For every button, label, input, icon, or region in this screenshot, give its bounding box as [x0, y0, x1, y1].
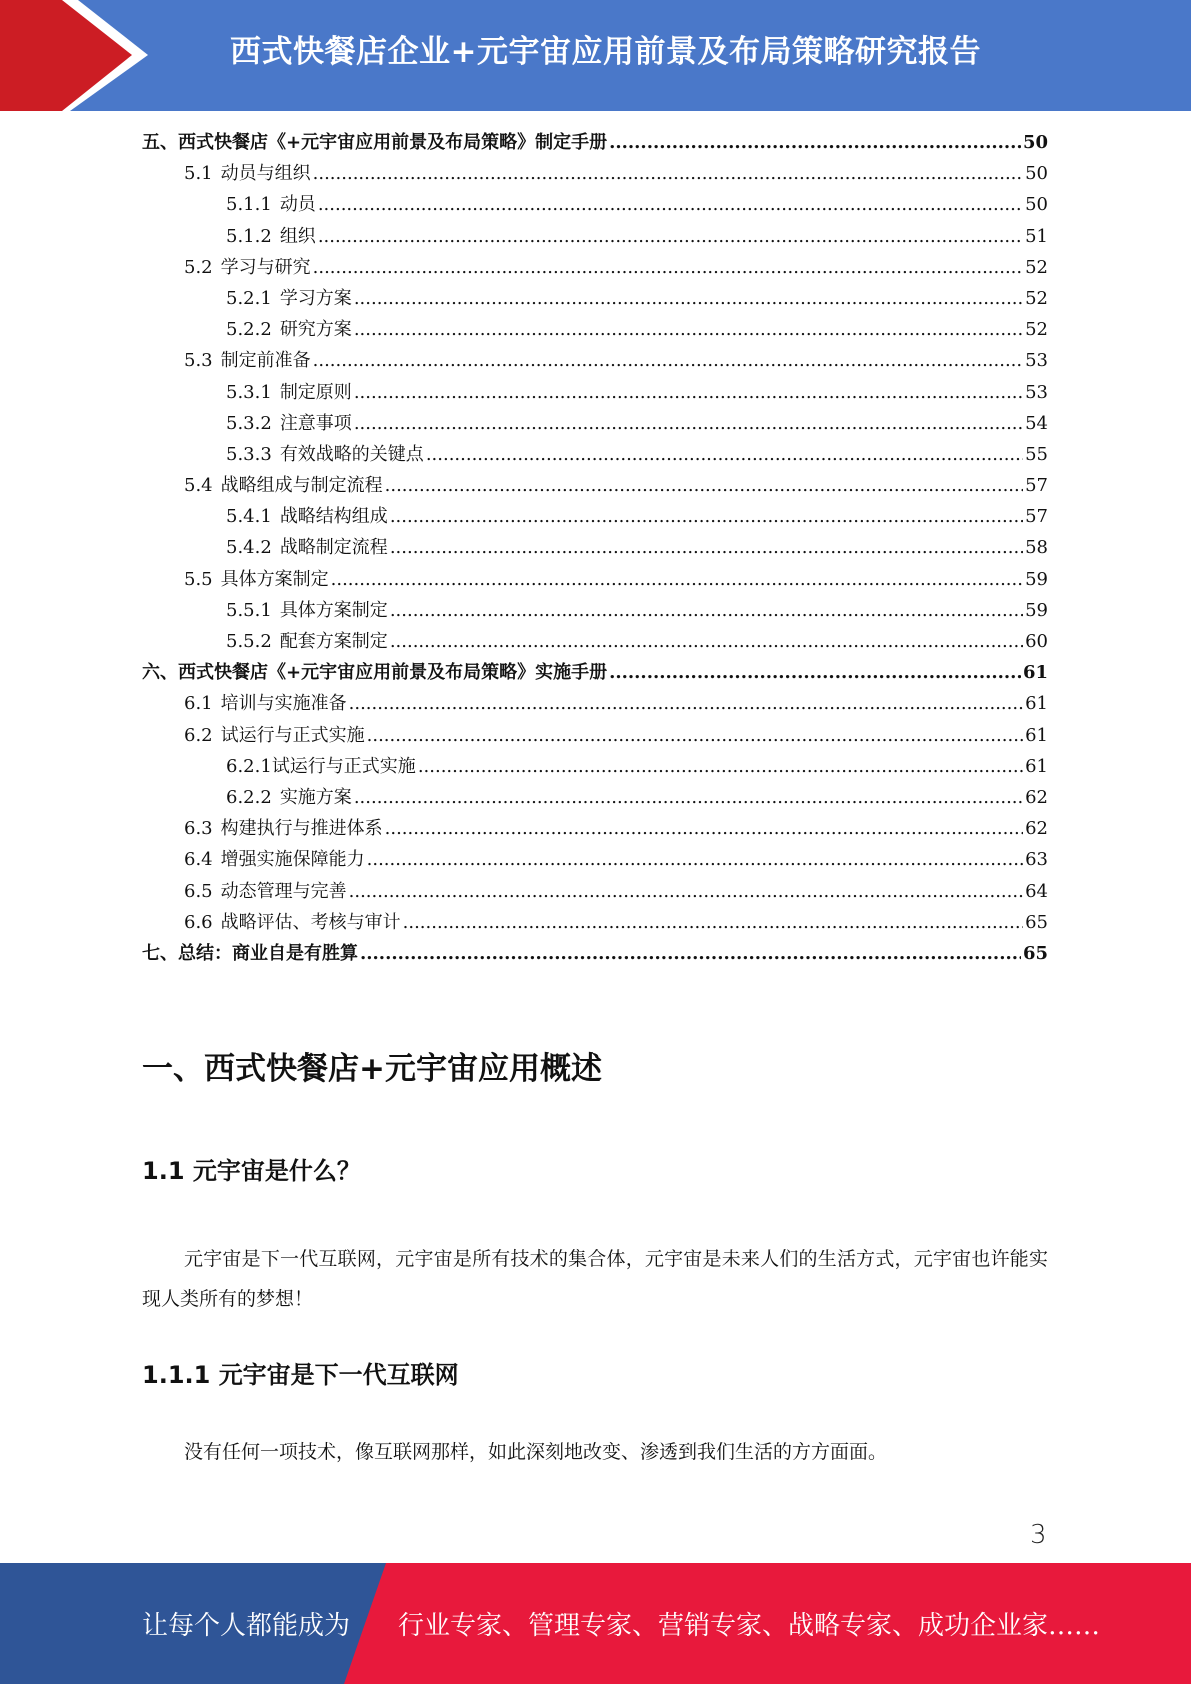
toc-entry-number: 5.2.2 — [226, 319, 272, 341]
toc-entry-number: 5.5 — [184, 568, 213, 590]
toc-entry[interactable] — [142, 440, 1048, 471]
toc-entry[interactable] — [142, 783, 1048, 814]
toc-leader-dots — [367, 725, 1023, 746]
toc-entry[interactable] — [142, 284, 1048, 315]
toc-entry-title: 试运行与正式实施 — [220, 724, 365, 746]
toc-entry-page: 59 — [1025, 568, 1048, 590]
toc-entry[interactable] — [142, 939, 1048, 970]
toc-entry-number: 6.2.2 — [226, 786, 272, 808]
toc-entry-title: 制定原则 — [279, 381, 352, 403]
toc-leader-dots — [313, 350, 1023, 371]
toc-entry-title: 战略结构组成 — [279, 506, 388, 528]
toc-entry-page: 53 — [1025, 381, 1048, 403]
toc-entry[interactable] — [142, 596, 1048, 627]
toc-entry[interactable] — [142, 471, 1048, 502]
toc-entry-page: 55 — [1025, 443, 1048, 465]
toc-entry-title: 试运行与正式实施 — [271, 755, 416, 777]
toc-entry-number: 5.5.1 — [226, 599, 272, 621]
toc-entry-title: 构建执行与推进体系 — [220, 818, 383, 840]
toc-entry-number: 6.2.1 — [226, 755, 272, 777]
toc-entry[interactable] — [142, 533, 1048, 564]
toc-entry-title: 研究方案 — [279, 319, 352, 341]
toc-entry-page: 61 — [1022, 662, 1048, 684]
toc-entry-page: 64 — [1025, 880, 1048, 902]
toc-leader-dots — [354, 319, 1023, 340]
toc-entry-number: 七、 — [142, 942, 178, 964]
toc-entry-page: 61 — [1025, 693, 1048, 715]
toc-leader-dots — [354, 288, 1023, 309]
toc-entry-title: 组织 — [279, 225, 316, 247]
body-paragraph: 元宇宙是下一代互联网，元宇宙是所有技术的集合体，元宇宙是未来人们的生活方式，元宇宙也许能实现人类所有的梦想！ — [142, 1248, 1048, 1310]
toc-entry-page: 59 — [1025, 599, 1048, 621]
toc-entry-page: 61 — [1025, 724, 1048, 746]
page-footer — [0, 1563, 1191, 1684]
toc-leader-dots — [385, 475, 1023, 496]
toc-entry-title: 制定前准备 — [220, 350, 311, 372]
toc-entry-title: 学习方案 — [279, 287, 352, 309]
toc-leader-dots — [331, 569, 1023, 590]
toc-entry-title: 实施方案 — [279, 786, 352, 808]
toc-entry[interactable] — [142, 814, 1048, 845]
toc-entry-title: 总结：商业自是有胜算 — [178, 942, 358, 964]
toc-entry-number: 5.3.3 — [226, 443, 272, 465]
toc-entry[interactable] — [142, 502, 1048, 533]
toc-entry-page: 50 — [1025, 194, 1048, 216]
toc-entry-title: 增强实施保障能力 — [220, 849, 365, 871]
toc-entry-title: 战略评估、考核与审计 — [220, 911, 401, 933]
toc-entry-title: 学习与研究 — [220, 256, 311, 278]
toc-entry-number: 5.2.1 — [226, 287, 272, 309]
footer-slogan: 让每个人都能成为 — [142, 1611, 351, 1641]
toc-entry-title: 动态管理与完善 — [220, 880, 347, 902]
toc-entry[interactable] — [142, 721, 1048, 752]
toc-entry[interactable] — [142, 565, 1048, 596]
toc-entry-page: 60 — [1025, 631, 1048, 652]
page-header — [0, 0, 1191, 111]
toc-leader-dots — [318, 194, 1023, 215]
toc-entry-number: 5.4 — [184, 475, 213, 497]
toc-leader-dots — [318, 226, 1023, 247]
toc-entry-page: 65 — [1022, 942, 1048, 964]
toc-entry-page: 57 — [1025, 475, 1048, 497]
toc-entry-number: 5.4.2 — [226, 537, 272, 559]
toc-entry[interactable] — [142, 315, 1048, 346]
subsection-heading: 1.1.1 元宇宙是下一代互联网 — [142, 1361, 459, 1389]
toc-entry-number: 五、 — [142, 132, 178, 153]
toc-entry-number: 6.5 — [184, 880, 213, 902]
toc-entry[interactable] — [142, 845, 1048, 876]
toc-entry-number: 5.3 — [184, 350, 213, 372]
toc-entry-number: 5.1.1 — [226, 194, 272, 216]
toc-entry-title: 具体方案制定 — [220, 568, 329, 590]
toc-entry-number: 5.3.2 — [226, 412, 272, 434]
toc-leader-dots — [609, 132, 1021, 153]
toc-entry[interactable] — [142, 689, 1048, 720]
toc-entry-number: 6.6 — [184, 911, 213, 933]
toc-entry[interactable] — [142, 128, 1048, 159]
toc-leader-dots — [360, 943, 1021, 964]
toc-entry-number: 5.2 — [184, 256, 213, 278]
toc-entry-number: 5.5.2 — [226, 631, 272, 652]
toc-leader-dots — [354, 787, 1023, 808]
toc-entry-page: 61 — [1025, 755, 1048, 777]
toc-leader-dots — [418, 756, 1023, 777]
toc-entry-number: 6.2 — [184, 724, 213, 746]
toc-leader-dots — [390, 537, 1023, 558]
toc-leader-dots — [385, 818, 1023, 839]
toc-entry-page: 62 — [1025, 818, 1048, 840]
toc-entry-page: 57 — [1025, 506, 1048, 528]
toc-leader-dots — [313, 163, 1023, 184]
toc-entry-title: 动员 — [279, 194, 316, 216]
toc-entry-page: 52 — [1025, 287, 1048, 309]
toc-leader-dots — [403, 912, 1023, 933]
toc-leader-dots — [609, 662, 1021, 683]
toc-leader-dots — [426, 444, 1023, 465]
toc-entry[interactable] — [142, 190, 1048, 221]
toc-leader-dots — [367, 849, 1023, 870]
page-number: 3 — [1030, 1520, 1047, 1550]
toc-entry-title: 动员与组织 — [220, 163, 311, 185]
toc-entry[interactable] — [142, 159, 1048, 190]
toc-entry-page: 50 — [1022, 132, 1048, 153]
toc-entry[interactable] — [142, 409, 1048, 440]
toc-leader-dots — [349, 693, 1023, 714]
toc-entry-number: 六、 — [142, 662, 178, 684]
toc-leader-dots — [313, 257, 1023, 278]
toc-leader-dots — [390, 506, 1023, 527]
chapter-heading: 一、西式快餐店+元宇宙应用概述 — [142, 1051, 602, 1087]
toc-entry-number: 5.1.2 — [226, 225, 272, 247]
toc-entry-page: 62 — [1025, 786, 1048, 808]
toc-entry-page: 63 — [1025, 849, 1048, 871]
toc-leader-dots — [354, 413, 1023, 434]
toc-entry[interactable] — [142, 627, 1048, 658]
toc-leader-dots — [390, 600, 1023, 621]
toc-entry[interactable] — [142, 222, 1048, 253]
toc-entry-page: 54 — [1025, 412, 1048, 434]
toc-entry-title: 战略制定流程 — [279, 537, 388, 559]
toc-entry-page: 58 — [1025, 537, 1048, 559]
toc-entry-number: 5.4.1 — [226, 506, 272, 528]
toc-entry-title: 配套方案制定 — [279, 631, 388, 652]
toc-entry-page: 52 — [1025, 256, 1048, 278]
toc-entry[interactable] — [142, 908, 1048, 939]
toc-entry-number: 5.1 — [184, 163, 213, 185]
body-paragraph: 没有任何一项技术，像互联网那样，如此深刻地改变、渗透到我们生活的方方面面。 — [184, 1441, 888, 1463]
toc-entry[interactable] — [142, 253, 1048, 284]
table-of-contents — [142, 128, 1048, 970]
toc-leader-dots — [354, 382, 1023, 403]
header-title: 西式快餐店企业+元宇宙应用前景及布局策略研究报告 — [230, 34, 981, 70]
toc-leader-dots — [349, 881, 1023, 902]
toc-entry[interactable] — [142, 877, 1048, 908]
section-heading: 1.1 元宇宙是什么？ — [142, 1157, 361, 1185]
toc-entry-number: 6.1 — [184, 693, 213, 715]
toc-entry-title: 西式快餐店《+元宇宙应用前景及布局策略》实施手册 — [178, 662, 608, 684]
toc-entry-title: 培训与实施准备 — [220, 693, 347, 715]
toc-entry-page: 50 — [1025, 163, 1048, 185]
toc-entry-page: 52 — [1025, 319, 1048, 341]
toc-leader-dots — [390, 631, 1023, 652]
toc-entry[interactable] — [142, 378, 1048, 409]
toc-entry-title: 西式快餐店《+元宇宙应用前景及布局策略》制定手册 — [178, 132, 608, 153]
toc-entry-page: 65 — [1025, 911, 1048, 933]
toc-entry-number: 6.4 — [184, 849, 213, 871]
toc-entry-number: 5.3.1 — [226, 381, 272, 403]
toc-entry[interactable] — [142, 752, 1048, 783]
toc-entry-title: 具体方案制定 — [279, 599, 388, 621]
toc-entry[interactable] — [142, 658, 1048, 689]
footer-roles: 行业专家、管理专家、营销专家、战略专家、成功企业家…… — [398, 1611, 1101, 1641]
toc-entry-title: 有效战略的关键点 — [279, 443, 424, 465]
toc-entry-page: 51 — [1025, 225, 1048, 247]
toc-entry-number: 6.3 — [184, 818, 213, 840]
toc-entry-page: 53 — [1025, 350, 1048, 372]
toc-entry[interactable] — [142, 346, 1048, 377]
toc-entry-title: 战略组成与制定流程 — [220, 475, 383, 497]
toc-entry-title: 注意事项 — [279, 412, 352, 434]
